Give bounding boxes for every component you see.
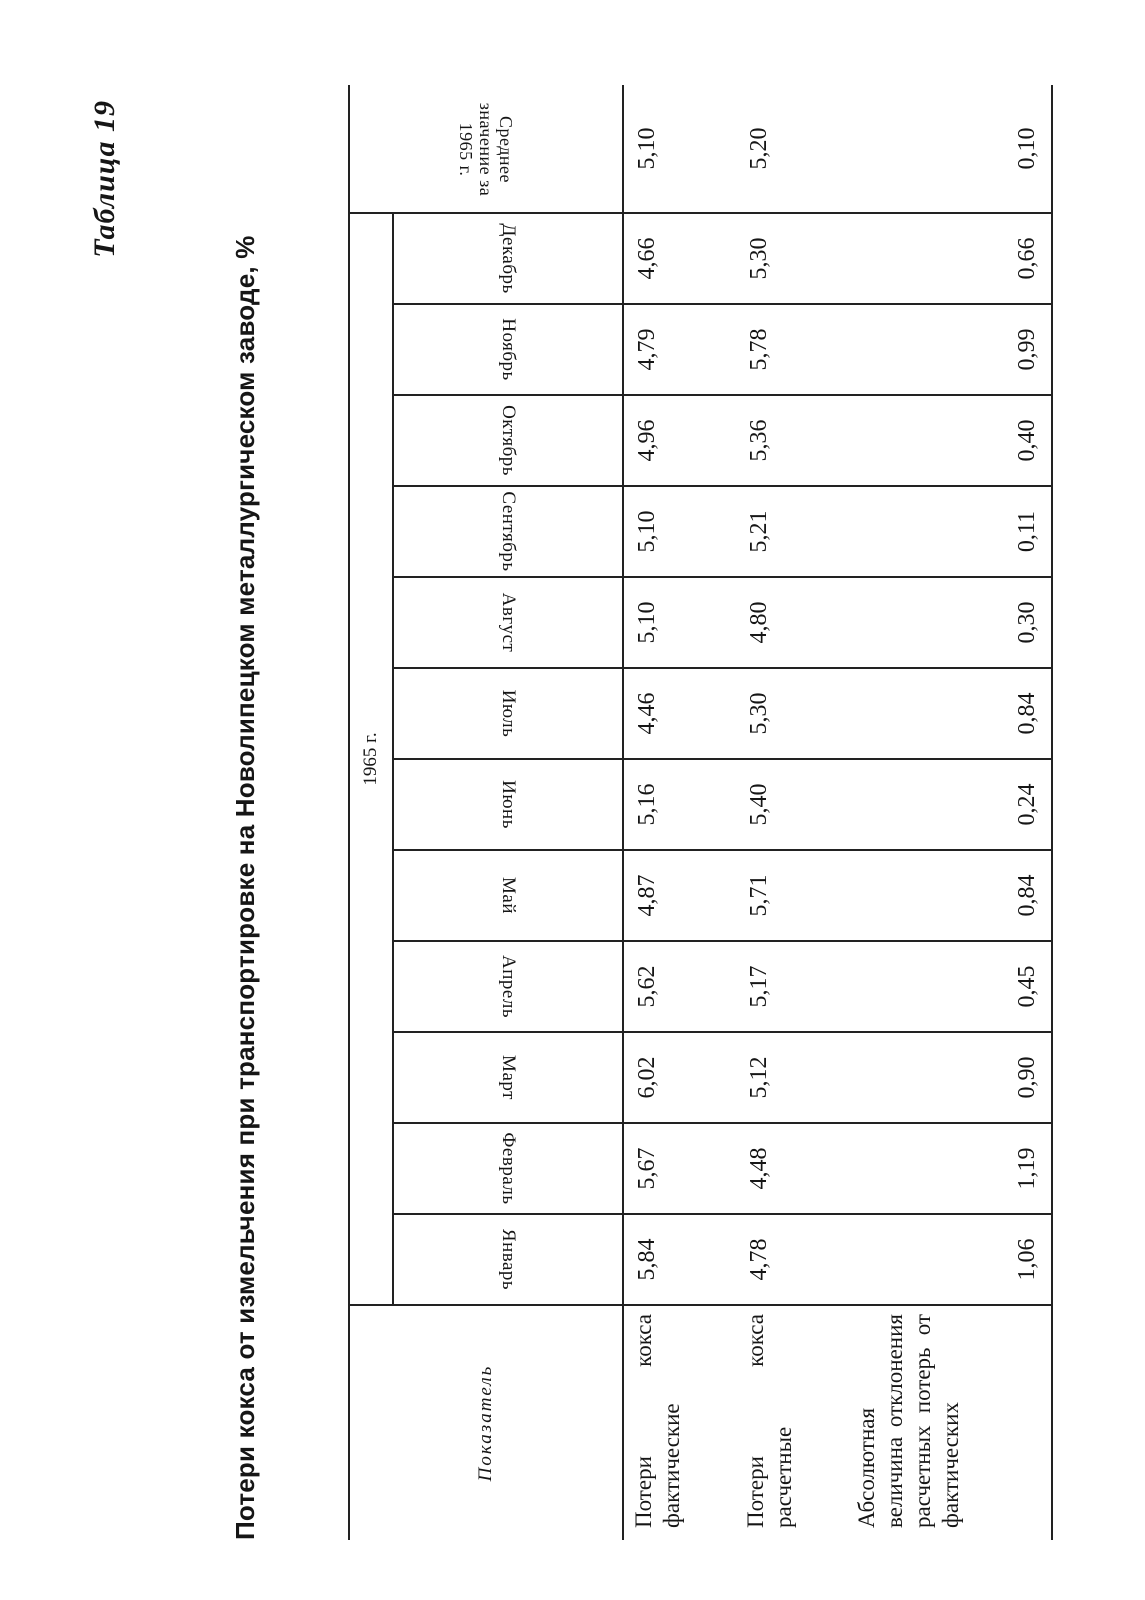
table-title: Потери кокса от измельчения при транспортировке на Новолипецком металлургическом заводе, % <box>230 235 260 1540</box>
table-row <box>847 85 1052 1540</box>
value-cell: 0,11 <box>847 486 1052 577</box>
month-header: Август <box>393 577 623 668</box>
value-cell: 5,12 <box>736 1032 847 1123</box>
row-label: Абсолютная величина отклонения расчетных потерь от фактических <box>847 1305 1052 1540</box>
month-header: Май <box>393 850 623 941</box>
month-header: Январь <box>393 1214 623 1305</box>
value-cell: 4,46 <box>623 668 736 759</box>
value-cell: 5,84 <box>623 1214 736 1305</box>
value-cell: 5,40 <box>736 759 847 850</box>
table-caption: Таблица 19 <box>88 100 121 258</box>
value-cell: 0,40 <box>847 395 1052 486</box>
year-header: 1965 г. <box>349 213 393 1305</box>
month-header: Сентябрь <box>393 486 623 577</box>
value-cell: 0,84 <box>847 668 1052 759</box>
value-cell: 0,99 <box>847 304 1052 395</box>
value-cell: 4,78 <box>736 1214 847 1305</box>
value-cell: 0,45 <box>847 941 1052 1032</box>
value-cell: 0,66 <box>847 213 1052 304</box>
value-cell: 5,67 <box>623 1123 736 1214</box>
value-cell: 4,96 <box>623 395 736 486</box>
table-row <box>623 85 736 1540</box>
value-cell: 1,19 <box>847 1123 1052 1214</box>
month-header: Март <box>393 1032 623 1123</box>
month-header: Ноябрь <box>393 304 623 395</box>
month-header: Июль <box>393 668 623 759</box>
value-cell: 5,36 <box>736 395 847 486</box>
table-row <box>736 85 847 1540</box>
value-cell: 5,62 <box>623 941 736 1032</box>
value-cell: 5,78 <box>736 304 847 395</box>
rotated-page <box>80 80 1080 1540</box>
value-cell: 5,17 <box>736 941 847 1032</box>
average-cell: 0,10 <box>847 85 1052 213</box>
value-cell: 6,02 <box>623 1032 736 1123</box>
value-cell: 4,80 <box>736 577 847 668</box>
indicator-header: Показатель <box>349 1305 623 1540</box>
value-cell: 0,90 <box>847 1032 1052 1123</box>
value-cell: 5,10 <box>623 486 736 577</box>
value-cell: 5,71 <box>736 850 847 941</box>
value-cell: 4,66 <box>623 213 736 304</box>
month-header: Октябрь <box>393 395 623 486</box>
row-label: Потери кокса расчетные <box>736 1305 847 1540</box>
value-cell: 5,30 <box>736 668 847 759</box>
month-header: Июнь <box>393 759 623 850</box>
coke-loss-table <box>348 85 1053 1540</box>
value-cell: 5,30 <box>736 213 847 304</box>
month-header: Декабрь <box>393 213 623 304</box>
average-header: Среднее значение за 1965 г. <box>349 85 623 213</box>
average-cell: 5,20 <box>736 85 847 213</box>
value-cell: 0,84 <box>847 850 1052 941</box>
value-cell: 5,21 <box>736 486 847 577</box>
row-label: Потери кокса фактические <box>623 1305 736 1540</box>
average-cell: 5,10 <box>623 85 736 213</box>
value-cell: 4,79 <box>623 304 736 395</box>
value-cell: 5,16 <box>623 759 736 850</box>
value-cell: 0,24 <box>847 759 1052 850</box>
value-cell: 1,06 <box>847 1214 1052 1305</box>
value-cell: 4,48 <box>736 1123 847 1214</box>
value-cell: 5,10 <box>623 577 736 668</box>
month-header: Февраль <box>393 1123 623 1214</box>
value-cell: 4,87 <box>623 850 736 941</box>
value-cell: 0,30 <box>847 577 1052 668</box>
month-header: Апрель <box>393 941 623 1032</box>
